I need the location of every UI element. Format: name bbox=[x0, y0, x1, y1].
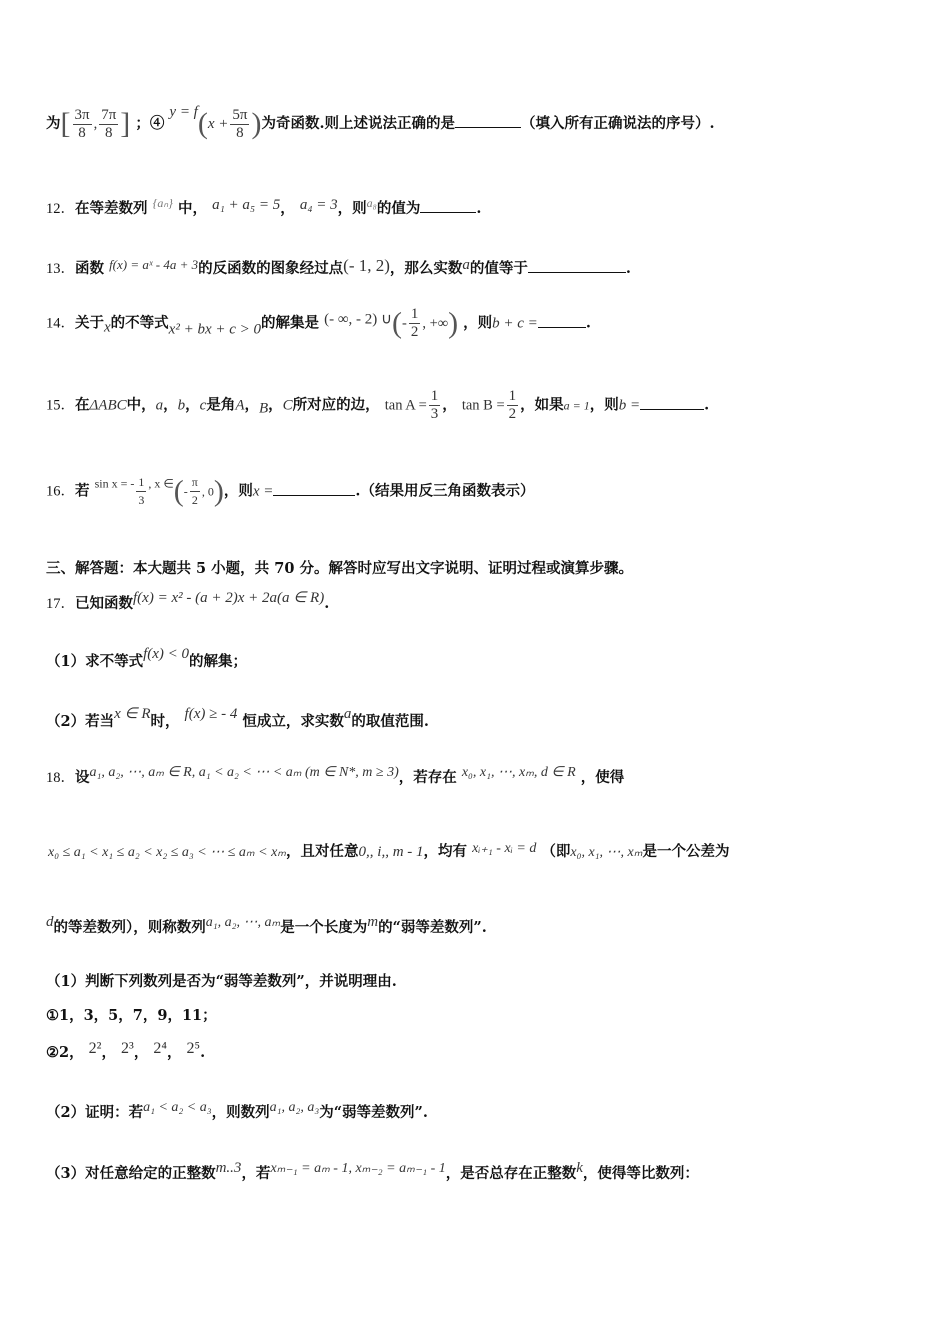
q15-sep5: ， bbox=[442, 396, 457, 414]
q15-text3: 是角 bbox=[206, 396, 236, 414]
q17-p2-end: 的取值范围. bbox=[351, 713, 429, 730]
q11-func-x: x + bbox=[207, 116, 229, 132]
q18-part1: （1）判断下列数列是否为“弱等差数列”，并说明理由. bbox=[46, 973, 397, 990]
q16-number: 16． bbox=[46, 483, 75, 500]
q11-suffix: 为奇函数.则上述说法正确的是 bbox=[261, 115, 456, 132]
q12-text2: 中， bbox=[178, 200, 208, 217]
q16-text3: .（结果用反三角函数表示） bbox=[355, 482, 535, 500]
q18-p3-text2: ，是否总存在正整数 bbox=[445, 1165, 577, 1182]
q18 bbox=[46, 764, 624, 787]
q17-end: . bbox=[324, 595, 330, 612]
q18-text1: 设 bbox=[75, 769, 90, 786]
q12-text1: 在等差数列 bbox=[75, 200, 148, 217]
q13-func: f(x) = aˣ - 4a + 3 bbox=[109, 257, 199, 272]
q17-part1 bbox=[46, 646, 247, 671]
q17-text1: 已知函数 bbox=[75, 595, 133, 612]
q14-set2-pre: - bbox=[401, 315, 407, 332]
q18-comma3: ， bbox=[166, 1044, 182, 1061]
q18-seq: a₁, a₂, ⋯, aₘ ∈ R, a₁ < a₂ < ⋯ < aₘ (m ∈ N*, m ≥ 3) bbox=[89, 765, 399, 780]
q16-target: x = bbox=[252, 483, 274, 500]
q18-p1-ii-end: . bbox=[200, 1044, 206, 1061]
q18-pow2: 2³ bbox=[121, 1040, 134, 1057]
q15-text2: 中， bbox=[126, 396, 156, 414]
q16-expr1: sin x = - bbox=[94, 476, 135, 491]
q18-pow4: 2⁵ bbox=[186, 1040, 201, 1057]
q11-func-left: y = f bbox=[169, 104, 198, 120]
q18-part3 bbox=[46, 1160, 699, 1183]
q14-set1: (- ∞, - 2) ∪ bbox=[324, 311, 392, 328]
q13-answer-blank[interactable] bbox=[528, 271, 626, 273]
q15-sep4: ， bbox=[268, 396, 283, 414]
q18-xs: x₀, x₁, ⋯, xₘ bbox=[570, 845, 643, 860]
q16-expr2: , x ∈ bbox=[148, 476, 174, 491]
q18-number: 18． bbox=[46, 770, 75, 786]
q18-text5: ，均有 bbox=[423, 843, 468, 860]
q17-func: f(x) = x² - (a + 2)x + 2a(a ∈ R) bbox=[133, 590, 325, 606]
q16-int-pre: - bbox=[183, 484, 188, 499]
q11-func-frac: $\frac{5\pi}{8}$ bbox=[232, 106, 248, 141]
q16-frac: $\frac{1}{3}$ bbox=[138, 475, 145, 507]
q18-chain: x₀ ≤ a₁ < x₁ ≤ a₂ < x₂ ≤ a₃ < ⋯ ≤ aₘ < xₘ bbox=[48, 845, 287, 860]
q18-p2-seq: a₁, a₂, a₃ bbox=[269, 1100, 320, 1115]
q11-tail: 为[ $\frac{3\pi}{8}$ , $\frac{7\pi}{8}$ ] ；④ y = f(x + $\frac{5\pi}{8}$ )为奇函数.则上述说法正确的是 （填入所有正确说法的序号）. bbox=[46, 104, 715, 141]
q13-text4: 的值等于 bbox=[469, 260, 528, 277]
q17-p1-expr: f(x) < 0 bbox=[143, 646, 190, 662]
q18-text9: 是一个长度为 bbox=[280, 919, 368, 936]
q18-p2-end: 为“弱等差数列”. bbox=[319, 1104, 428, 1121]
q18-comma2: ， bbox=[133, 1044, 149, 1061]
q15-sep2: ， bbox=[185, 396, 200, 414]
q18-p2-cond: a₁ < a₂ < a₃ bbox=[143, 1100, 212, 1115]
q17-p2-var: a bbox=[343, 706, 352, 722]
q15-tanA-frac: $\frac{1}{3}$ bbox=[430, 388, 439, 422]
q13-text2: 的反函数的图象经过点 bbox=[198, 260, 344, 277]
q13-text1: 函数 bbox=[75, 260, 104, 277]
q13-end: . bbox=[625, 260, 631, 277]
q14-number: 14． bbox=[46, 315, 75, 332]
q11-hint: （填入所有正确说法的序号）. bbox=[521, 115, 715, 132]
q15-triangle: ΔABC bbox=[89, 397, 127, 414]
q15-c: c bbox=[199, 397, 207, 414]
q17-p2-cond: x ∈ R bbox=[114, 706, 151, 722]
q17-p2-expr: f(x) ≥ - 4 bbox=[184, 706, 238, 722]
q12-answer-blank[interactable] bbox=[420, 211, 476, 213]
q15 bbox=[46, 388, 709, 423]
q15-tanB: tan B = bbox=[461, 397, 505, 414]
q11-mid: ；④ bbox=[135, 115, 165, 132]
q11-prefix: 为 bbox=[46, 115, 61, 132]
q15-text6: ，则 bbox=[589, 396, 619, 414]
q16-text1: 若 bbox=[75, 482, 90, 500]
q13 bbox=[46, 256, 631, 278]
q14-end: . bbox=[585, 314, 591, 332]
q14-var: x bbox=[104, 319, 111, 336]
q18-p3-m: m..3 bbox=[215, 1160, 242, 1176]
q18-part2 bbox=[46, 1100, 428, 1122]
q15-text4: 所对应的边， bbox=[292, 396, 380, 414]
q12-end: . bbox=[476, 200, 482, 217]
q15-number: 15． bbox=[46, 397, 75, 414]
q18-as: a₁, a₂, ⋯, aₘ bbox=[205, 915, 281, 930]
q15-tanB-frac: $\frac{1}{2}$ bbox=[508, 388, 517, 422]
q14-answer-blank[interactable] bbox=[538, 326, 586, 328]
q17-number: 17． bbox=[46, 596, 75, 612]
q18-text7: 是一个公差为 bbox=[642, 843, 730, 860]
q18-p3-text1: ，若 bbox=[241, 1165, 271, 1182]
q18-def-line bbox=[46, 914, 487, 937]
q12-text3: ， bbox=[280, 200, 295, 217]
q18-text3: ，使得 bbox=[580, 769, 625, 786]
q15-text5: ，如果 bbox=[520, 396, 564, 414]
q18-p3-cond: xₘ₋₁ = aₘ - 1, xₘ₋₂ = aₘ₋₁ - 1 bbox=[270, 1161, 446, 1176]
q16-answer-blank[interactable] bbox=[273, 494, 355, 496]
q18-text10: 的“弱等差数列”. bbox=[378, 919, 487, 936]
q18-diff: xᵢ₊₁ - xᵢ = d bbox=[472, 841, 537, 856]
q13-point: (- 1, 2) bbox=[343, 256, 390, 275]
q18-range: 0,, i,, m - 1 bbox=[358, 844, 424, 860]
q13-var: a bbox=[462, 257, 470, 273]
q18-pow1: 2² bbox=[88, 1040, 102, 1057]
q18-part1-ii bbox=[46, 1040, 205, 1062]
q12-cond2: a₄ = 3 bbox=[299, 197, 338, 213]
q16-int-post: , 0 bbox=[201, 484, 214, 499]
q18-p3-label: （3）对任意给定的正整数 bbox=[46, 1165, 216, 1182]
q17-p1-end: 的解集； bbox=[189, 653, 248, 670]
q18-comma1: ， bbox=[101, 1044, 116, 1061]
q18-p2-label: （2）证明：若 bbox=[46, 1104, 144, 1121]
q18-chain-line bbox=[48, 840, 730, 861]
q12-text5: 的值为 bbox=[376, 200, 421, 217]
q17-p1-label: （1）求不等式 bbox=[46, 653, 144, 670]
q14-ineq: x² + bx + c > 0 bbox=[168, 321, 262, 338]
q18-d: d bbox=[46, 914, 54, 930]
q15-text1: 在 bbox=[75, 396, 90, 414]
q15-tanA: tan A = bbox=[384, 397, 427, 414]
q17-p2-text2: 恒成立，求实数 bbox=[242, 713, 344, 730]
q15-answer-blank[interactable] bbox=[640, 408, 704, 410]
q16-text2: ，则 bbox=[223, 482, 253, 500]
q18-exist: x₀, x₁, ⋯, xₘ, d ∈ R bbox=[461, 765, 576, 780]
q14-expr: b + c = bbox=[492, 315, 538, 332]
q18-text2: ，若存在 bbox=[398, 769, 457, 786]
q15-A: A bbox=[235, 397, 245, 414]
q15-sep3: ， bbox=[244, 396, 259, 414]
q16-int-frac: $\frac{\pi}{2}$ bbox=[191, 475, 198, 507]
q15-target: b = bbox=[618, 397, 641, 414]
q14-set-frac: $\frac{1}{2}$ bbox=[410, 306, 419, 340]
q14-text1: 关于 bbox=[75, 314, 104, 332]
q15-cond: a = 1 bbox=[563, 398, 590, 413]
q15-B: B bbox=[258, 400, 269, 417]
q17-part2 bbox=[46, 704, 429, 731]
q14-text3: 的解集是 bbox=[261, 314, 320, 332]
q13-number: 13． bbox=[46, 261, 75, 277]
q12-seq: {aₙ} bbox=[152, 196, 173, 210]
section3-title: 三、解答题：本大题共 5 小题，共 70 分。解答时应写出文字说明、证明过程或演算步骤。 bbox=[46, 560, 633, 577]
q11-answer-blank[interactable] bbox=[455, 126, 521, 128]
q12-text4: ，则 bbox=[337, 200, 367, 217]
q18-text8: 的等差数列），则称数列 bbox=[53, 919, 206, 936]
q16: 16．若 $^{sin x = -}$ $\frac{1}{3}$ $^{, x \in}$(- $\frac{\pi}{2}$ , 0)，则x = .（结果用反三角函数表示） bbox=[46, 474, 535, 508]
q15-a: a bbox=[155, 397, 164, 414]
q18-pow3: 2⁴ bbox=[153, 1040, 167, 1057]
q18-text4: ，且对任意 bbox=[286, 843, 359, 860]
q15-end: . bbox=[704, 396, 710, 414]
q11-interval-frac2: $\frac{7\pi}{8}$ bbox=[101, 106, 117, 141]
q12-cond1: a₁ + a₅ = 5 bbox=[212, 197, 281, 213]
q17 bbox=[46, 588, 329, 613]
q15-b: b bbox=[177, 397, 186, 414]
q15-C: C bbox=[282, 397, 293, 414]
q14-text4: ，则 bbox=[463, 314, 493, 332]
q13-text3: ，那么实数 bbox=[389, 260, 463, 277]
q11-interval-frac1: $\frac{3\pi}{8}$ bbox=[74, 106, 90, 141]
q14: 14．关于x的不等式x² + bx + c > 0的解集是 (- ∞, - 2) ∪(- $\frac{1}{2}$ , +∞) ，则b + c = . bbox=[46, 306, 591, 340]
q18-p2-text1: ，则数列 bbox=[211, 1104, 270, 1121]
q15-sep1: ， bbox=[163, 396, 178, 414]
q12 bbox=[46, 196, 481, 218]
q17-p2-label: （2）若当 bbox=[46, 713, 115, 730]
q12-target: a₈ bbox=[366, 196, 377, 210]
q14-set2-post: , +∞ bbox=[422, 315, 449, 332]
q18-m: m bbox=[367, 914, 379, 930]
q14-text2: 的不等式 bbox=[110, 314, 169, 332]
q18-p1-ii-pre: ②2， bbox=[46, 1044, 84, 1061]
q12-number: 12． bbox=[46, 201, 75, 217]
q18-text6: （即 bbox=[541, 843, 571, 860]
q17-p2-text1: 时， bbox=[150, 713, 180, 730]
q18-p3-end: ，使得等比数列： bbox=[582, 1165, 699, 1182]
q18-part1-i: ①1，3，5，7，9，11； bbox=[46, 1007, 217, 1024]
q18-p3-k: k bbox=[576, 1160, 583, 1176]
